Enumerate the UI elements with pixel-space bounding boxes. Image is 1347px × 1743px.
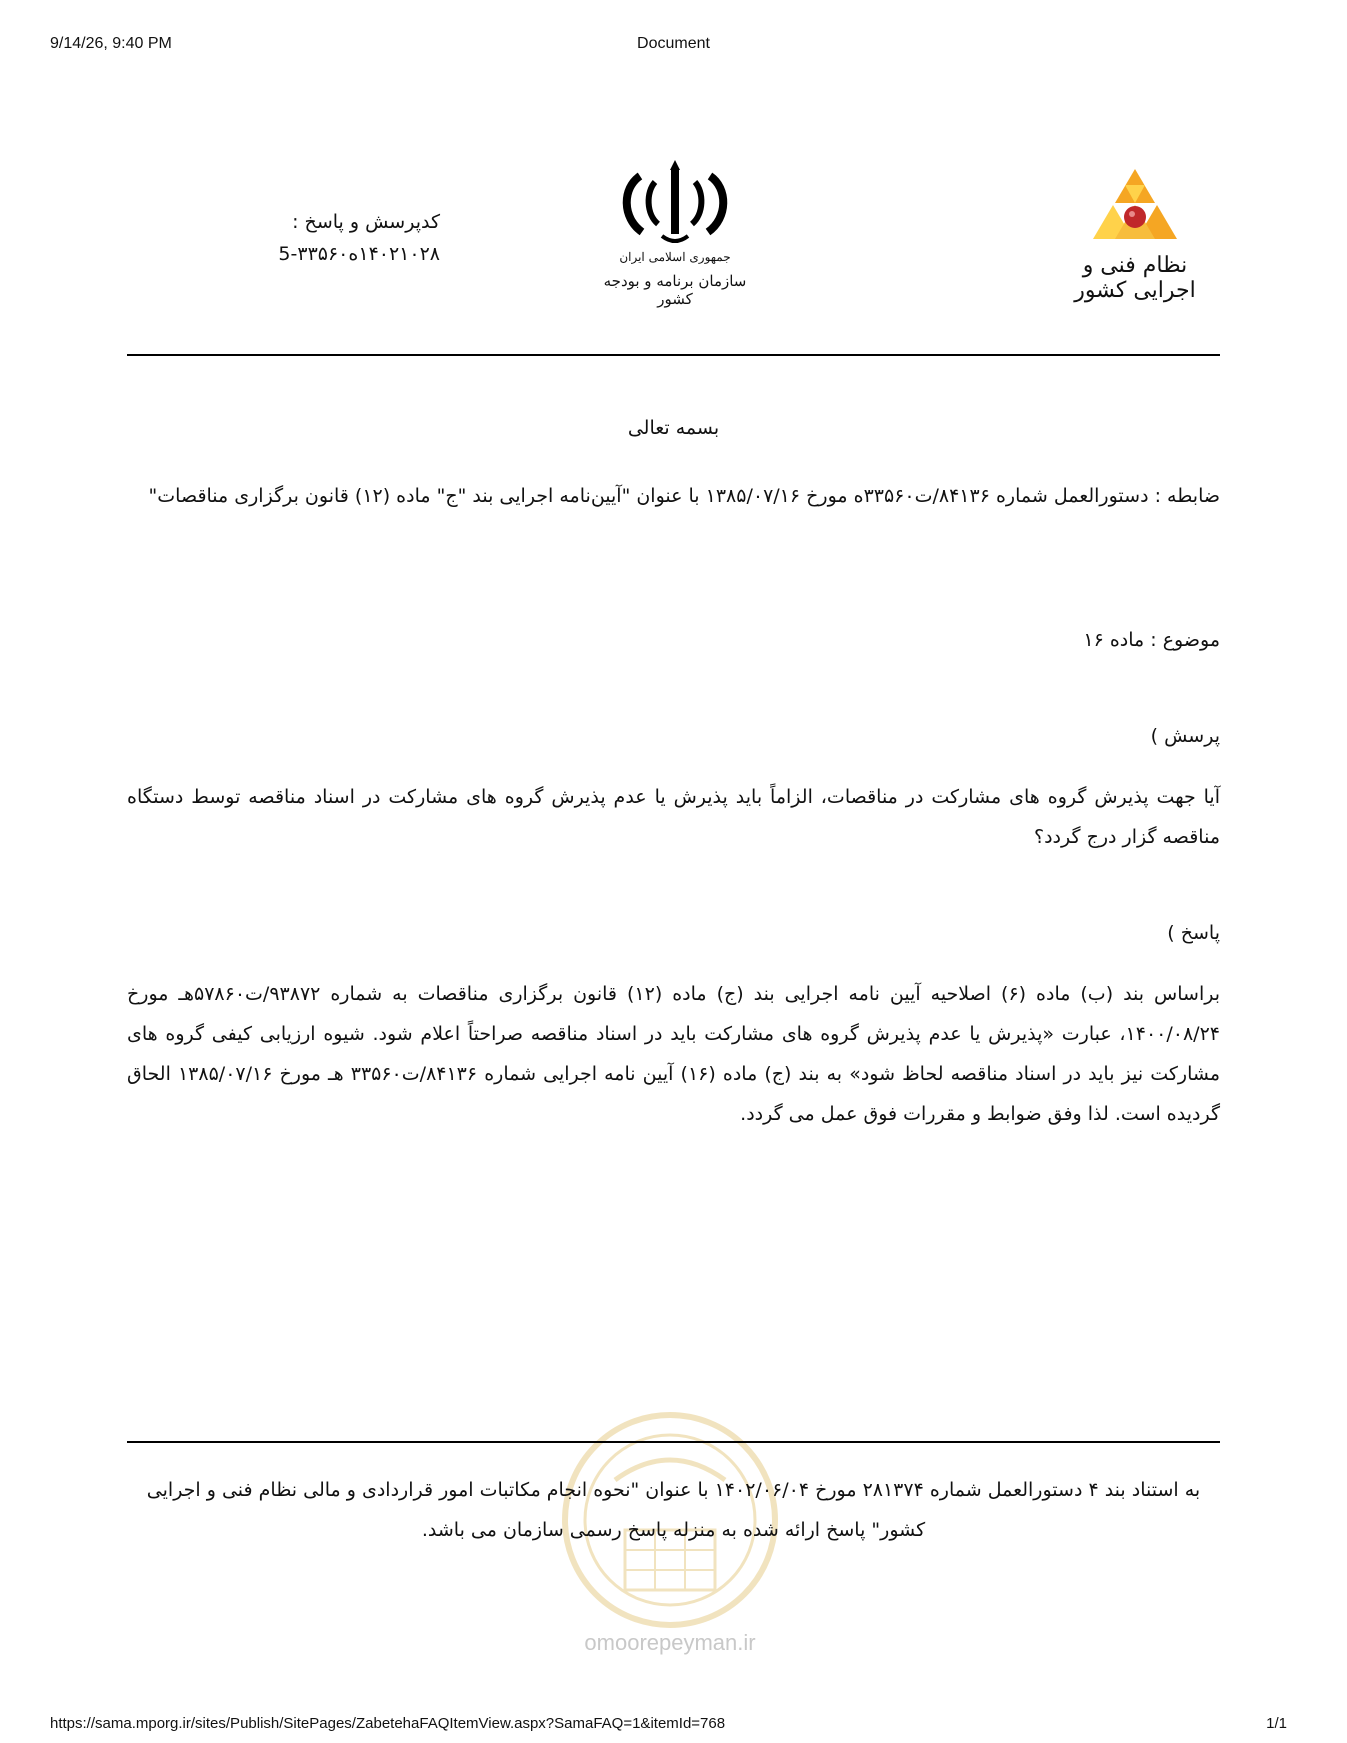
regulation-reference: ضابطه : دستورالعمل شماره ۸۴۱۳۶/ت۳۳۵۶۰ه مورخ ۱۳۸۵/۰۷/۱۶ با عنوان "آیین‌نامه اجرایی بند "ج" ماده (۱۲) قانون برگزاری مناقصات" <box>148 485 1220 507</box>
technical-system-logo-icon <box>1055 165 1215 255</box>
answer-heading: پاسخ ) <box>1167 922 1220 944</box>
subject-line: موضوع : ماده ۱۶ <box>1083 629 1220 651</box>
faq-code <box>230 206 440 270</box>
print-datetime: 9/14/26, 9:40 PM <box>50 35 172 52</box>
print-page-title: Document <box>637 35 710 52</box>
emblem-caption-republic: جمهوری اسلامی ایران <box>619 250 731 264</box>
answer-text: براساس بند (ب) ماده (۶) اصلاحیه آیین نامه اجرایی بند (ج) ماده (۱۲) قانون برگزاری مناقصات به شماره ۹۳۸۷۲/ت۵۷۸۶۰هـ مورخ ۱۴۰۰/۰۸/۲۴، عبارت «پذیرش یا عدم پذیرش گروه های مشارکت باید در اسناد مناقصه صراحتاً اعلام شود. شیوه ارزیابی کیفی گروه های مشارکت نیز باید در اسناد مناقصه لحاظ شود» به بند (ج) ماده (۱۶) آیین نامه اجرایی شماره ۸۴۱۳۶/ت۳۳۵۶۰ هـ مورخ ۱۳۸۵/۰۷/۱۶ الحاق گردیده است. لذا وفق ضوابط و مقررات فوق عمل می گردد. <box>127 983 1221 1125</box>
official-response-note: به استناد بند ۴ دستورالعمل شماره ۲۸۱۳۷۴ مورخ ۱۴۰۲/۰۶/۰۴ با عنوان "نحوه انجام مکاتبات امور قراردادی و مالی نظام فنی و اجرایی کشور" پاسخ ارائه شده به منزله پاسخ رسمی سازمان می باشد. <box>146 1479 1201 1541</box>
print-url: https://sama.mporg.ir/sites/Publish/SitePages/ZabetehaFAQItemView.aspx?SamaFAQ=1&itemId=768 <box>50 1715 726 1732</box>
technical-system-logo <box>1055 165 1215 305</box>
faq-code-value: ۱۴۰۲۱۰۲۸ه۳۳۵۶۰-5 <box>278 243 440 265</box>
header-divider <box>127 354 1220 356</box>
question-heading: پرسش ) <box>1150 725 1220 747</box>
technical-system-caption: نظام فنی و اجرایی کشور <box>1074 253 1196 303</box>
emblem-caption-organization: سازمان برنامه و بودجه کشور <box>603 272 747 308</box>
question-text: آیا جهت پذیرش گروه های مشارکت در مناقصات، الزاماً باید پذیرش یا عدم پذیرش گروه های مشارکت در اسناد مناقصه توسط دستگاه مناقصه گزار درج گردد؟ <box>127 786 1220 848</box>
print-page-number: 1/1 <box>1266 1715 1287 1732</box>
watermark-site-text: omoorepeyman.ir <box>584 1630 756 1655</box>
iran-emblem-icon <box>600 158 750 248</box>
iran-emblem <box>600 158 750 308</box>
basmala: بسمه تعالی <box>627 417 720 439</box>
faq-code-label: کدپرسش و پاسخ : <box>292 211 440 233</box>
footer-divider <box>127 1441 1220 1443</box>
